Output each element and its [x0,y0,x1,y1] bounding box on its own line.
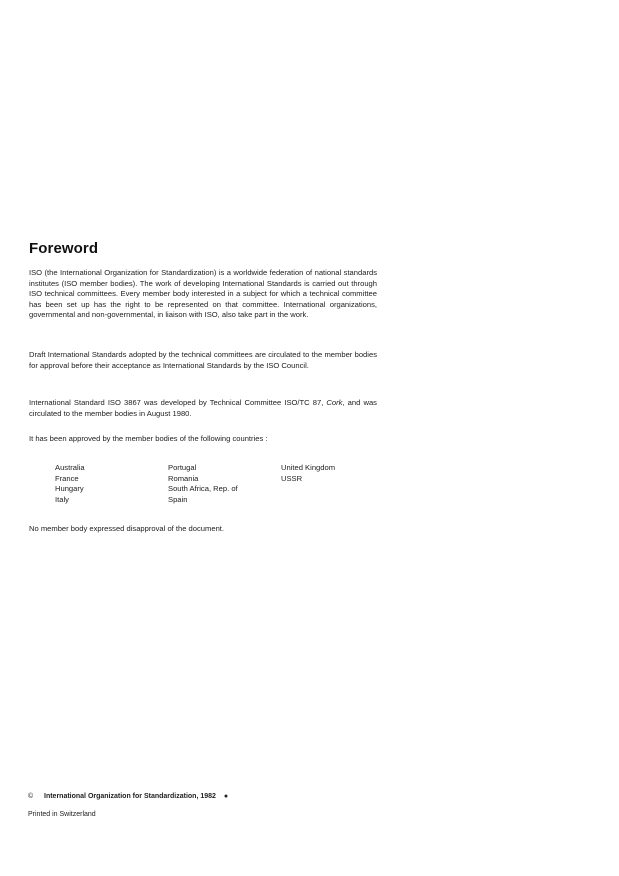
country-item: Portugal [168,463,197,472]
paragraph-draft-standards: Draft International Standards adopted by the technical committees are circulated to the member bodies for approval before their acceptance as International Standards by the ISO Council. [29,350,377,370]
bullet-icon: ● [223,793,229,800]
copyright-text: International Organization for Standardization, 1982 [44,793,216,800]
paragraph-approval: It has been approved by the member bodies of the following countries : [29,434,268,443]
country-column-1 [55,463,168,505]
paragraph-no-disapproval: No member body expressed disapproval of the document. [29,524,225,533]
paragraph-standard-development [29,398,377,419]
country-column-3 [281,463,375,505]
copyright-icon: © [28,793,34,800]
printed-in-label: Printed in Switzerland [28,811,96,818]
country-item: Hungary [55,484,84,494]
country-item: United Kingdom [281,463,336,472]
paragraph-text: International Standard ISO 3867 was developed by Technical Committee ISO/TC 87, [29,398,324,407]
country-item: France [55,473,79,483]
country-item: Australia [55,463,85,472]
paragraph-text: , and was circulated to the member bodies in August 1980. [29,398,377,418]
page-title: Foreword [29,240,99,257]
country-item: USSR [281,473,303,483]
paragraph-iso-description: ISO (the International Organization for Standardization) is a worldwide federation of national standards institutes (ISO member bodies). The work of developing International Standards is carried out through ISO technical committees. Every member body interested in a subject for which a technical committee has been set up has the right to be represented on that committee. International organizations, governmental and non-governmental, in liaison with ISO, also take part in the work. [29,268,377,320]
committee-name: Cork [326,398,343,407]
country-column-2 [168,463,281,505]
country-item: Italy [55,494,69,504]
country-list [55,463,375,505]
copyright-line [28,792,228,802]
country-item: Spain [168,494,188,504]
country-item: South Africa, Rep. of [168,484,238,494]
country-item: Romania [168,473,199,483]
